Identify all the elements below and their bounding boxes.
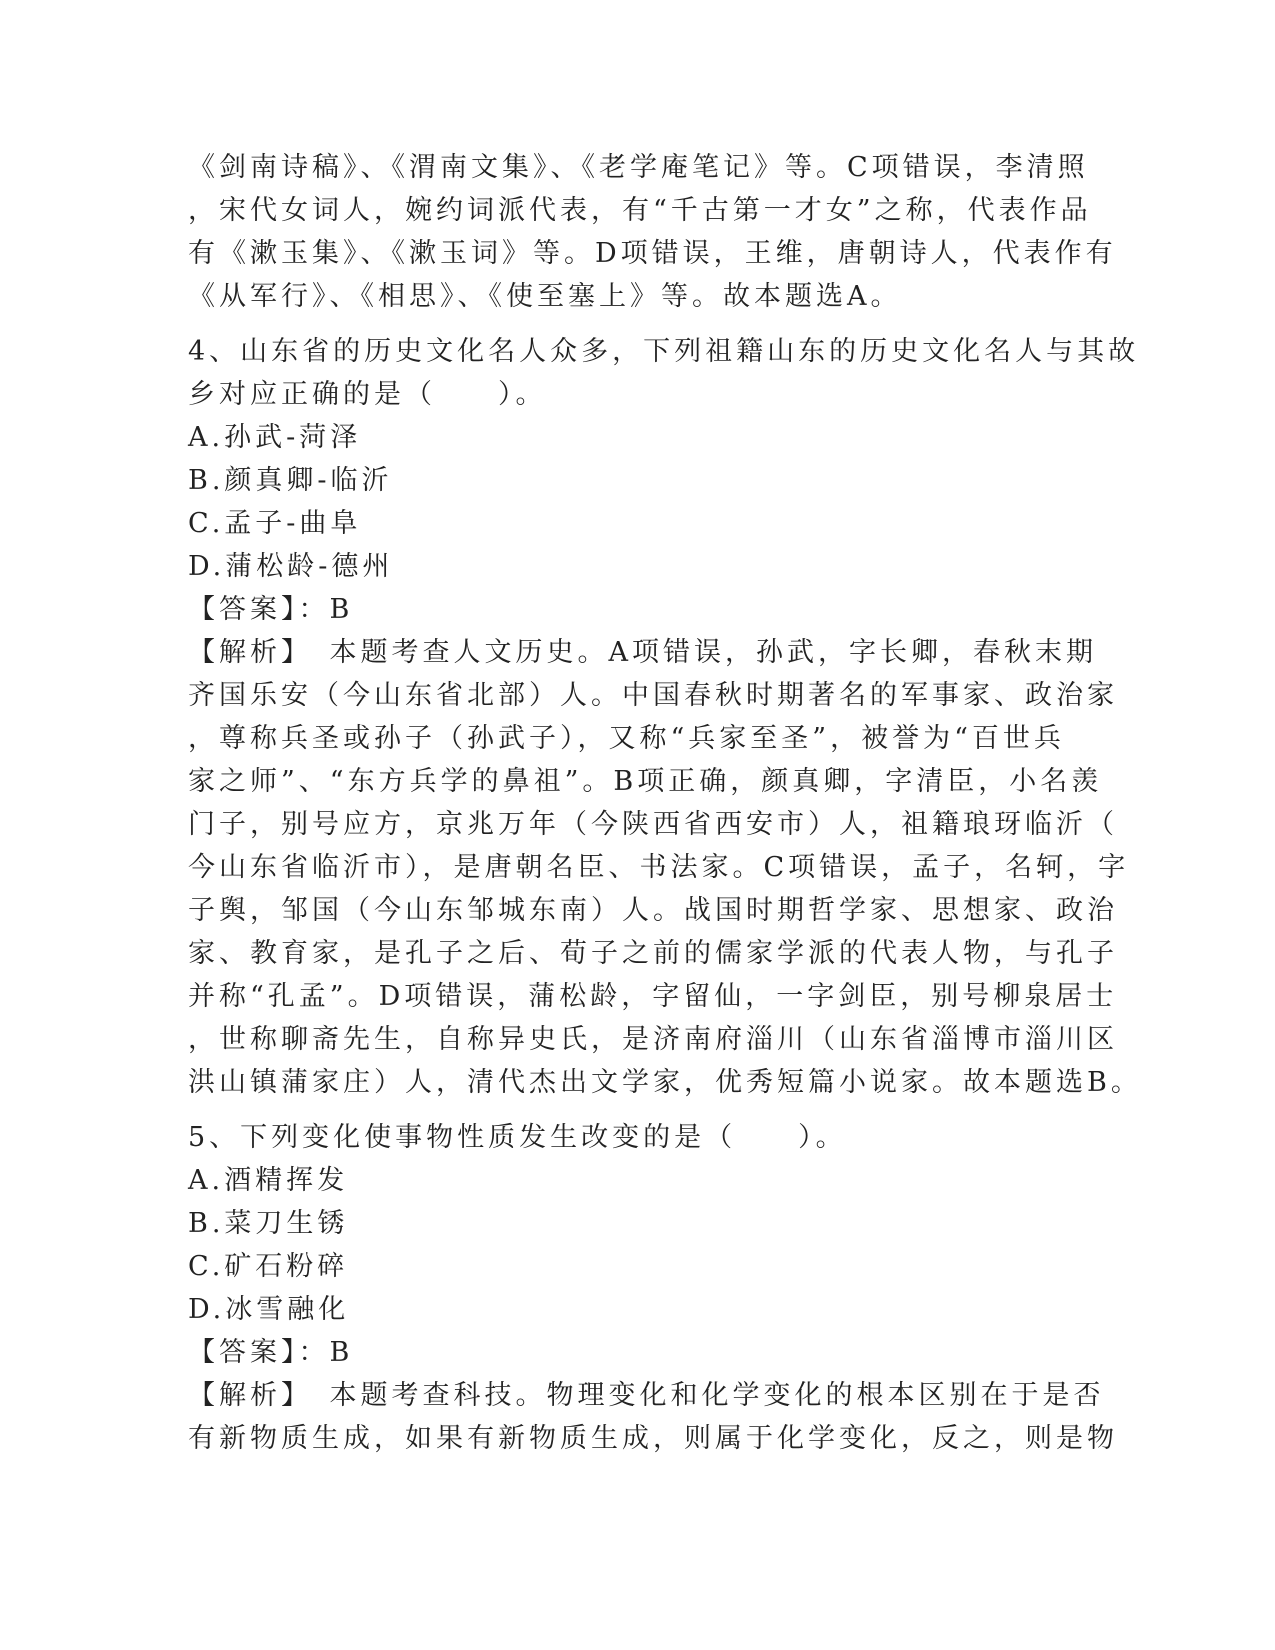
page-content	[188, 146, 1142, 1460]
option-b: B.菜刀生锈	[188, 1208, 349, 1239]
question-stem: 乡对应正确的是（ ）。	[188, 379, 547, 410]
analysis-line: ，世称聊斋先生，自称异史氏，是济南府淄川（山东省淄博市淄川区	[188, 1024, 1118, 1055]
analysis-line: 家之师”、“东方兵学的鼻祖”。B项正确，颜真卿，字清臣，小名羡	[188, 766, 1103, 797]
analysis-line: 【解析】 本题考查科技。物理变化和化学变化的根本区别在于是否	[188, 1380, 1105, 1411]
option-a: A.孙武-菏泽	[188, 422, 362, 453]
question-stem: 4、山东省的历史文化名人众多，下列祖籍山东的历史文化名人与其故	[188, 336, 1140, 367]
text-line: 《剑南诗稿》、《渭南文集》、《老学庵笔记》等。C项错误，李清照	[188, 152, 1089, 183]
option-a: A.酒精挥发	[188, 1165, 349, 1196]
text-line: 《从军行》、《相思》、《使至塞上》等。故本题选A。	[188, 281, 902, 312]
option-c: C.矿石粉碎	[188, 1251, 349, 1282]
analysis-line: 并称“孔孟”。D项错误，蒲松龄，字留仙，一字剑臣，别号柳泉居士	[188, 981, 1118, 1012]
text-line: ，宋代女词人，婉约词派代表，有“千古第一才女”之称，代表作品	[188, 195, 1092, 226]
option-c: C.孟子-曲阜	[188, 508, 362, 539]
analysis-line: 有新物质生成，如果有新物质生成，则属于化学变化，反之，则是物	[188, 1423, 1118, 1454]
spacer	[188, 1104, 1088, 1116]
question-stem: 5、下列变化使事物性质发生改变的是（ ）。	[188, 1122, 847, 1153]
question-4	[188, 330, 1142, 1104]
question-5	[188, 1116, 1118, 1460]
option-d: D.冰雪融化	[188, 1294, 350, 1325]
analysis-line: 子舆，邹国（今山东邹城东南）人。战国时期哲学家、思想家、政治	[188, 895, 1118, 926]
previous-question-explanation	[188, 146, 1117, 318]
spacer	[188, 318, 1088, 330]
analysis-line: 家、教育家，是孔子之后、荀子之前的儒家学派的代表人物，与孔子	[188, 938, 1118, 969]
analysis-line: ，尊称兵圣或孙子（孙武子），又称“兵家至圣”，被誉为“百世兵	[188, 723, 1065, 754]
text-line: 有《漱玉集》、《漱玉词》等。D项错误，王维，唐朝诗人，代表作有	[188, 238, 1117, 269]
answer-line: 【答案】：B	[188, 594, 354, 625]
analysis-line: 今山东省临沂市），是唐朝名臣、书法家。C项错误，孟子，名轲，字	[188, 852, 1130, 883]
analysis-line: 洪山镇蒲家庄）人，清代杰出文学家，优秀短篇小说家。故本题选B。	[188, 1067, 1142, 1098]
option-d: D.蒲松龄-德州	[188, 551, 394, 582]
option-b: B.颜真卿-临沂	[188, 465, 393, 496]
analysis-line: 【解析】 本题考查人文历史。A项错误，孙武，字长卿，春秋末期	[188, 637, 1097, 668]
answer-line: 【答案】：B	[188, 1337, 354, 1368]
analysis-line: 齐国乐安（今山东省北部）人。中国春秋时期著名的军事家、政治家	[188, 680, 1118, 711]
analysis-line: 门子，别号应方，京兆万年（今陕西省西安市）人，祖籍琅玡临沂（	[188, 809, 1118, 840]
